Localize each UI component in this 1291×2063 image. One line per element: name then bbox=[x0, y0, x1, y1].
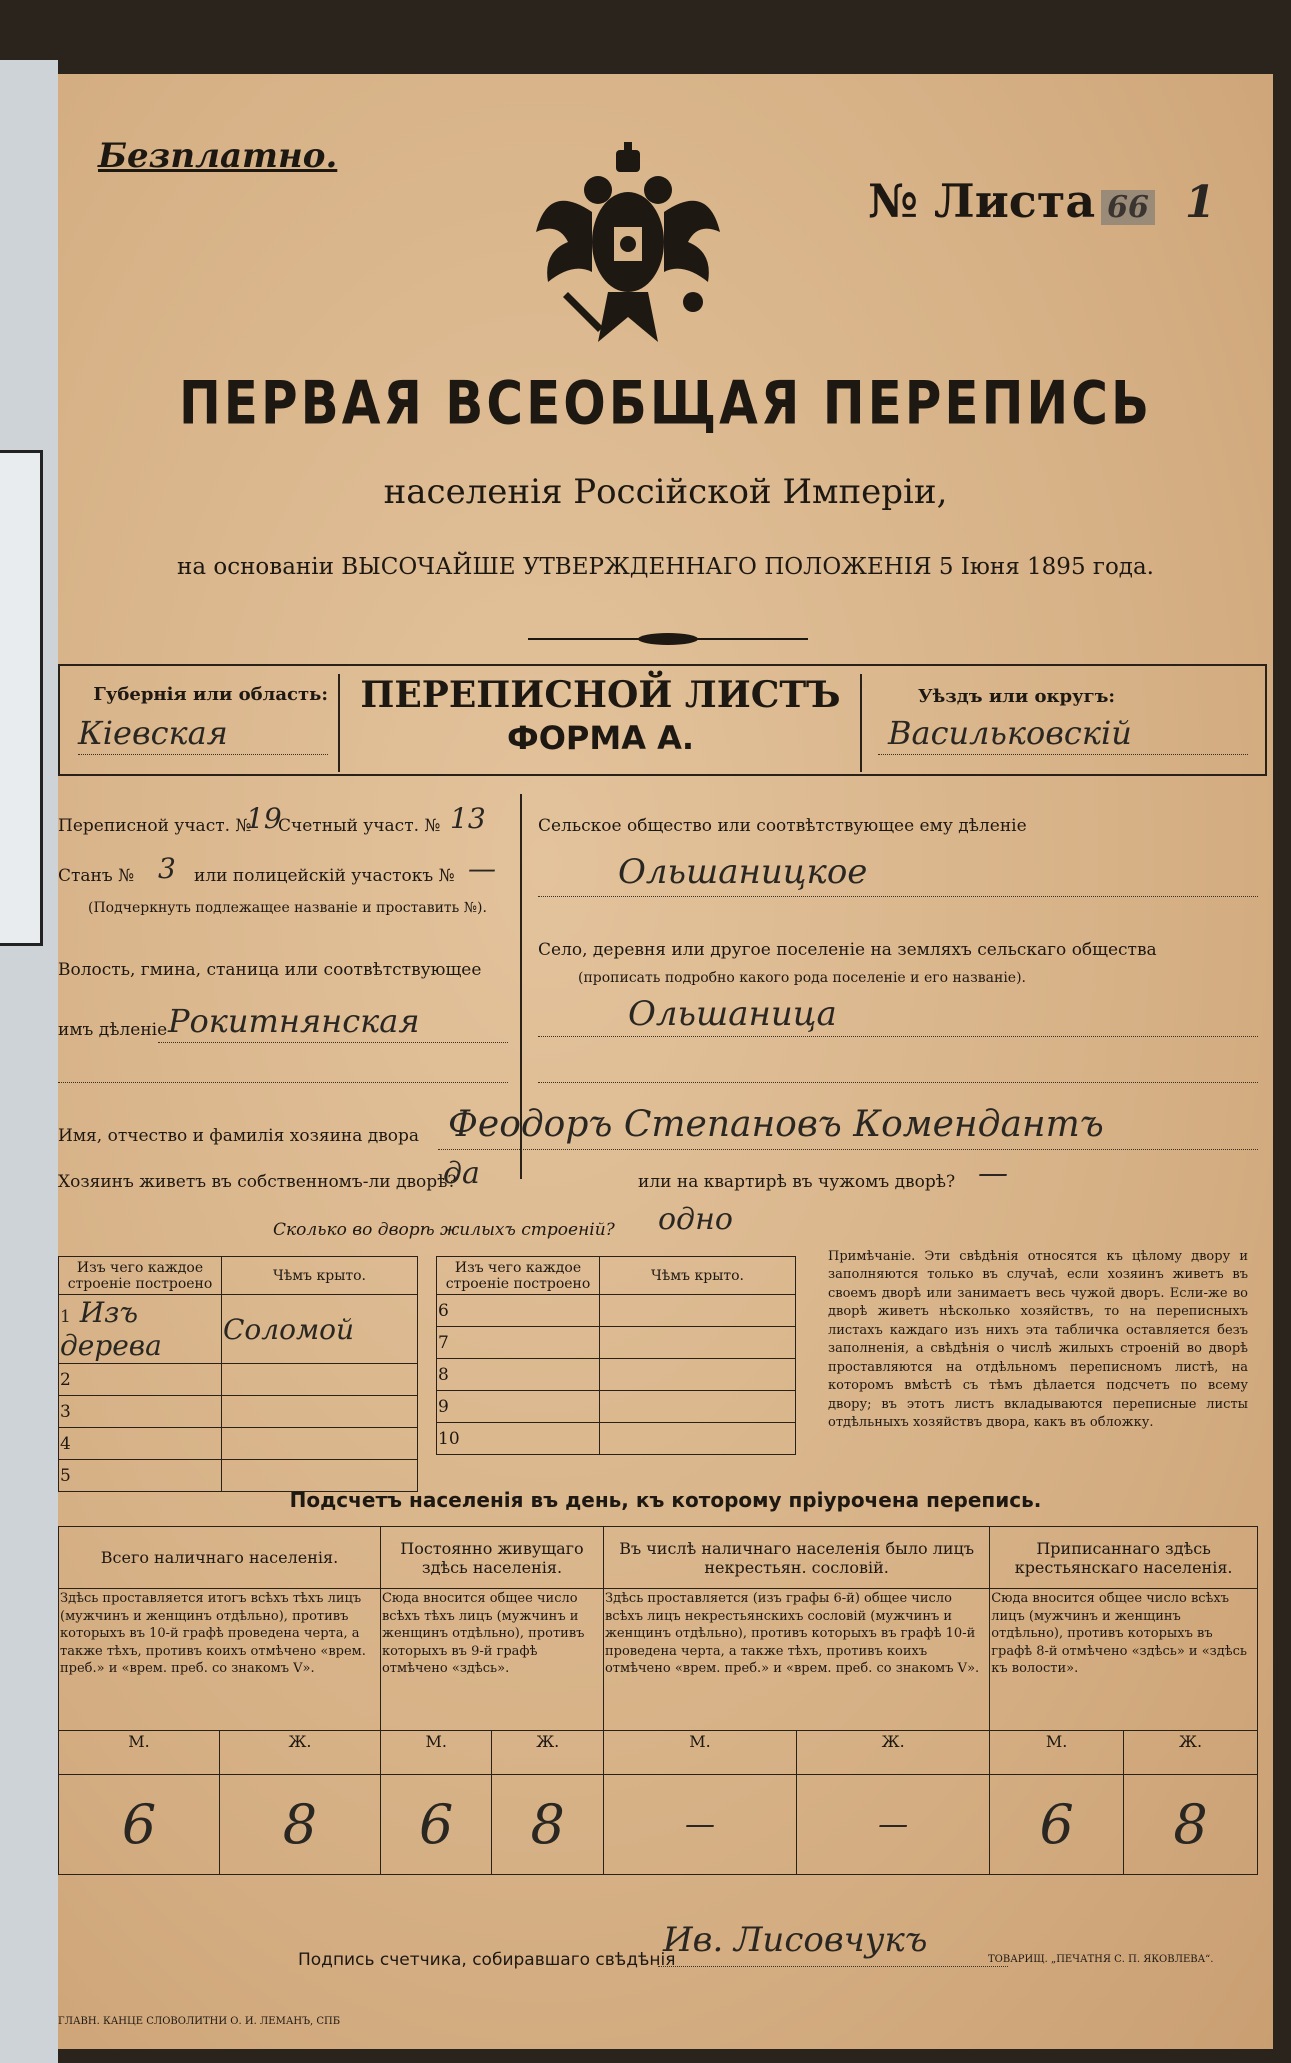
count-head-non-peasant: Въ числѣ наличнаго населенія было лицъ некрестьян. сословій. bbox=[603, 1527, 989, 1589]
buildings-count-value: одно bbox=[658, 1202, 733, 1237]
underline-note: (Подчеркнуть подлежащее названіе и проставить №). bbox=[88, 900, 487, 916]
village-value: Ольшаница bbox=[628, 994, 837, 1034]
volost-label-2: имъ дѣленіе bbox=[58, 1020, 168, 1040]
own-yard-label: Хозяинъ живетъ въ собственномъ-ли дворѣ? bbox=[58, 1172, 457, 1192]
buildings-col-material: Изъ чего каждое строеніе построено bbox=[59, 1257, 222, 1295]
province-value: Кіевская bbox=[78, 714, 228, 752]
police-value: — bbox=[468, 852, 496, 885]
row-number: 6 bbox=[437, 1295, 600, 1327]
row-number: 3 bbox=[59, 1396, 222, 1428]
row-number: 2 bbox=[59, 1364, 222, 1396]
province-label: Губернія или область: bbox=[93, 684, 328, 705]
province-line bbox=[78, 754, 328, 755]
signature-line bbox=[658, 1966, 1008, 1967]
sheet-number-label: № Листа bbox=[868, 174, 1096, 228]
buildings-col-material: Изъ чего каждое строеніе построено bbox=[437, 1257, 600, 1295]
total-female: 8 bbox=[219, 1775, 380, 1875]
row-number: 5 bbox=[59, 1460, 222, 1492]
male-label: М. bbox=[380, 1731, 491, 1775]
binding-spine bbox=[0, 60, 58, 2063]
count-desc-permanent: Сюда вносится общее число всѣхъ тѣхъ лицъ (мужчинъ и женщинъ отдѣльно), противъ которыхъ въ 9-й графѣ отмѣчено «здѣсь». bbox=[380, 1589, 603, 1731]
population-count-table bbox=[58, 1526, 1258, 1875]
row-number: 10 bbox=[437, 1423, 600, 1455]
village-line-2 bbox=[538, 1082, 1258, 1083]
census-form-page bbox=[58, 74, 1273, 2049]
count-head-total: Всего наличнаго населенія. bbox=[59, 1527, 381, 1589]
header-divider-left bbox=[338, 674, 340, 772]
form-subtitle: ФОРМА А. bbox=[506, 719, 695, 757]
count-head-permanent: Постоянно живущаго здѣсь населенія. bbox=[380, 1527, 603, 1589]
owner-name-line bbox=[438, 1149, 1258, 1150]
buildings-note-title: Примѣчаніе. bbox=[828, 1249, 916, 1264]
header-divider-right bbox=[860, 674, 862, 772]
printer-right: ТОВАРИЩ. „ПЕЧАТНЯ С. П. ЯКОВЛЕВА“. bbox=[988, 1954, 1214, 1965]
society-value: Ольшаницкое bbox=[618, 852, 868, 892]
buildings-col-roof: Чѣмъ крыто. bbox=[222, 1257, 418, 1295]
census-area-value: 19 bbox=[246, 802, 282, 835]
row-number: 4 bbox=[59, 1428, 222, 1460]
buildings-count-label: Сколько во дворѣ жилыхъ строеній? bbox=[273, 1220, 615, 1240]
buildings-note-text: Эти свѣдѣнія относятся къ цѣлому двору и заполняются только въ случаѣ, если хозяинъ живетъ въ своемъ дворѣ или занимаетъ весь чужой дворъ. Если-же во дворѣ живетъ нѣсколько хозяйствъ, то на переписныхъ листахъ каждаго изъ нихъ эта табличка оставляется безъ заполненія, а свѣдѣнія о числѣ жилыхъ строеній во дворѣ проставляются на отдѣльномъ переписномъ листѣ, на которомъ вмѣстѣ съ тѣмъ дѣлается подсчетъ по всему двору; въ этотъ листъ вкладываются переписные листы отдѣльныхъ хозяйствъ двора, какъ въ обложку. bbox=[828, 1249, 1248, 1431]
own-yard-value: да bbox=[443, 1156, 480, 1191]
row-number: 9 bbox=[437, 1391, 600, 1423]
stan-value: 3 bbox=[158, 852, 176, 885]
double-headed-eagle-emblem bbox=[528, 142, 728, 352]
peasant-female: 8 bbox=[1124, 1775, 1258, 1875]
row-number: 1 bbox=[60, 1307, 71, 1327]
count-head-peasant: Приписаннаго здѣсь крестьянскаго населенія. bbox=[990, 1527, 1258, 1589]
population-count-title: Подсчетъ населенія въ день, къ которому пріурочена перепись. bbox=[289, 1488, 1042, 1512]
permanent-male: 6 bbox=[380, 1775, 491, 1875]
buildings-table-right bbox=[436, 1256, 796, 1455]
building-roof: Соломой bbox=[222, 1295, 418, 1364]
census-basis: на основаніи ВЫСОЧАЙШЕ УТВЕРЖДЕННАГО ПОЛОЖЕНІЯ 5 Іюня 1895 года. bbox=[177, 554, 1154, 580]
society-line bbox=[538, 896, 1258, 897]
count-desc-total: Здѣсь проставляется итогъ всѣхъ тѣхъ лицъ (мужчинъ и женщинъ отдѣльно), противъ которыхъ въ 10-й графѣ проведена черта, а также тѣхъ, противъ коихъ отмѣчено «врем. преб.» и «врем. преб. со знакомъ V». bbox=[59, 1589, 381, 1731]
sheet-number-value: 66 bbox=[1101, 190, 1155, 225]
buildings-col-roof: Чѣмъ крыто. bbox=[600, 1257, 796, 1295]
count-desc-peasant: Сюда вносится общее число всѣхъ лицъ (мужчинъ и женщинъ отдѣльно), противъ которыхъ въ графѣ 8-й отмѣчено «здѣсь» и «здѣсь къ волости». bbox=[990, 1589, 1258, 1731]
village-label: Село, деревня или другое поселеніе на земляхъ сельскаго общества bbox=[538, 940, 1157, 960]
census-area-label: Переписной участ. № bbox=[58, 816, 252, 836]
non-peasant-female: — bbox=[797, 1775, 990, 1875]
sheet-number bbox=[868, 174, 1216, 228]
binding-tab bbox=[0, 450, 43, 946]
male-label: М. bbox=[59, 1731, 220, 1775]
volost-label: Волость, гмина, станица или соотвѣтствующее bbox=[58, 960, 482, 980]
sheet-number-hand: 1 bbox=[1184, 177, 1216, 228]
female-label: Ж. bbox=[1124, 1731, 1258, 1775]
permanent-female: 8 bbox=[492, 1775, 604, 1875]
rent-value: — bbox=[978, 1156, 1008, 1191]
buildings-table-left bbox=[58, 1256, 418, 1492]
building-material: Изъ дерева bbox=[60, 1296, 162, 1362]
owner-name-value: Феодоръ Степановъ Комендантъ bbox=[448, 1104, 1104, 1145]
buildings-note bbox=[828, 1248, 1248, 1433]
district-label: Уѣздъ или округъ: bbox=[918, 686, 1116, 707]
police-label: или полицейскій участокъ № bbox=[194, 866, 455, 886]
signature-value: Ив. Лисовчукъ bbox=[663, 1920, 928, 1960]
rent-label: или на квартирѣ въ чужомъ дворѣ? bbox=[638, 1172, 956, 1192]
district-line bbox=[878, 754, 1248, 755]
stan-label: Станъ № bbox=[58, 866, 135, 886]
count-desc-non-peasant: Здѣсь проставляется (изъ графы 6-й) общее число всѣхъ лицъ некрестьянскихъ сословій (мужчинъ и женщинъ отдѣльно), противъ которыхъ въ графѣ 10-й проведена черта, а также тѣхъ, противъ коихъ отмѣчено «врем. преб.» и «врем. преб. со знакомъ V». bbox=[603, 1589, 989, 1731]
row-number: 7 bbox=[437, 1327, 600, 1359]
volost-line-2 bbox=[58, 1082, 508, 1083]
volost-value: Рокитнянская bbox=[168, 1002, 420, 1040]
peasant-male: 6 bbox=[990, 1775, 1124, 1875]
form-title: ПЕРЕПИСНОЙ ЛИСТЪ bbox=[360, 674, 841, 716]
female-label: Ж. bbox=[219, 1731, 380, 1775]
non-peasant-male: — bbox=[603, 1775, 796, 1875]
volost-line bbox=[158, 1042, 508, 1043]
printer-left: ГЛАВН. КАНЦЕ СЛОВОЛИТНИ О. И. ЛЕМАНЪ, СПБ bbox=[58, 2016, 341, 2027]
female-label: Ж. bbox=[492, 1731, 604, 1775]
row-number: 8 bbox=[437, 1359, 600, 1391]
census-subtitle: населенія Россійской Имперіи, bbox=[383, 472, 948, 512]
census-title: ПЕРВАЯ ВСЕОБЩАЯ ПЕРЕПИСЬ bbox=[178, 368, 1153, 438]
district-value: Васильковскій bbox=[888, 714, 1132, 752]
village-note: (прописать подробно какого рода поселеніе и его названіе). bbox=[578, 970, 1026, 986]
village-line bbox=[538, 1036, 1258, 1037]
male-label: М. bbox=[603, 1731, 796, 1775]
free-label: Безплатно. bbox=[98, 136, 338, 176]
ornament-divider bbox=[528, 632, 808, 646]
total-male: 6 bbox=[59, 1775, 220, 1875]
society-label: Сельское общество или соотвѣтствующее ему дѣленіе bbox=[538, 816, 1027, 836]
owner-name-label: Имя, отчество и фамилія хозяина двора bbox=[58, 1126, 420, 1146]
count-area-label: Счетный участ. № bbox=[278, 816, 441, 836]
count-area-value: 13 bbox=[450, 802, 486, 835]
male-label: М. bbox=[990, 1731, 1124, 1775]
female-label: Ж. bbox=[797, 1731, 990, 1775]
signature-label: Подпись счетчика, собиравшаго свѣдѣнія bbox=[298, 1950, 676, 1970]
